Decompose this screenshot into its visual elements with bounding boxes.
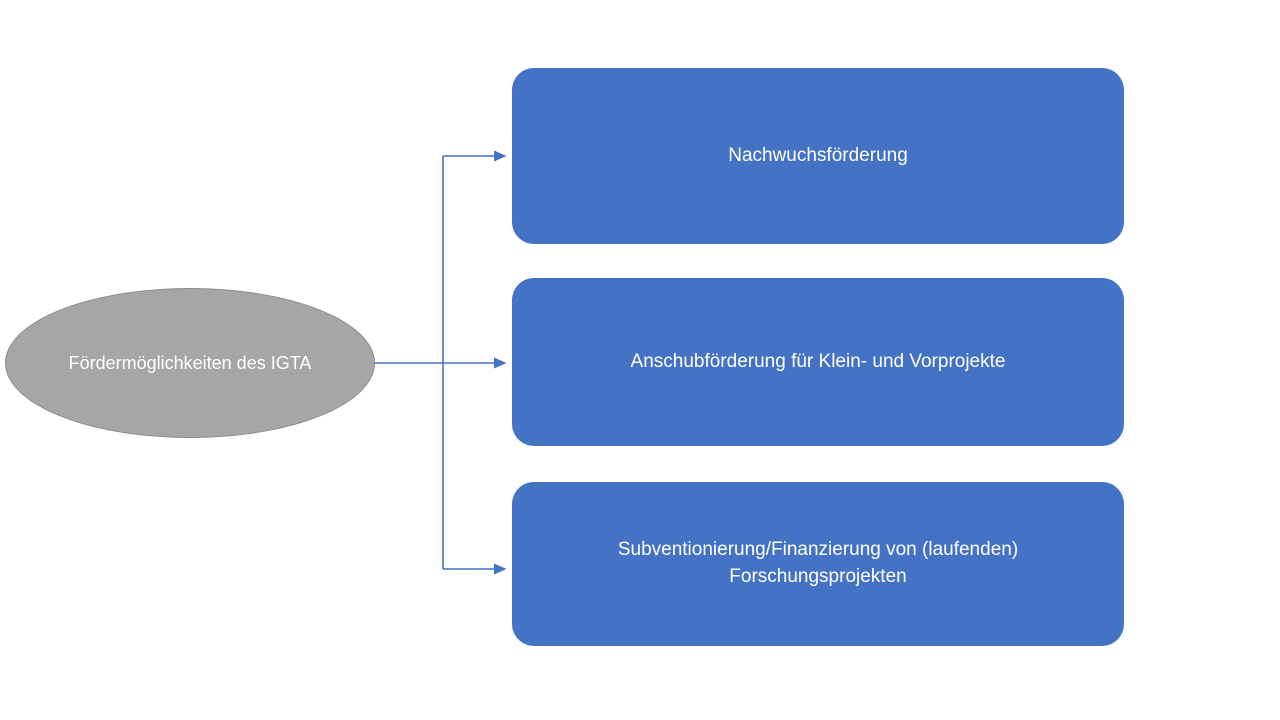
source-node-label: Fördermöglichkeiten des IGTA [68,352,312,373]
target-node-label: Anschubförderung für Klein- und Vorprojekte [630,350,1006,372]
target-node-anschubfoerderung[interactable] [512,278,1124,446]
target-node-label: Nachwuchsförderung [728,144,908,166]
source-node[interactable] [5,288,375,438]
target-node-nachwuchsfoerderung[interactable] [512,68,1124,244]
target-node-label: Subventionierung/Finanzierung von (laufenden) Forschungsprojekten [617,539,1019,587]
target-node-subventionierung[interactable] [512,482,1124,646]
